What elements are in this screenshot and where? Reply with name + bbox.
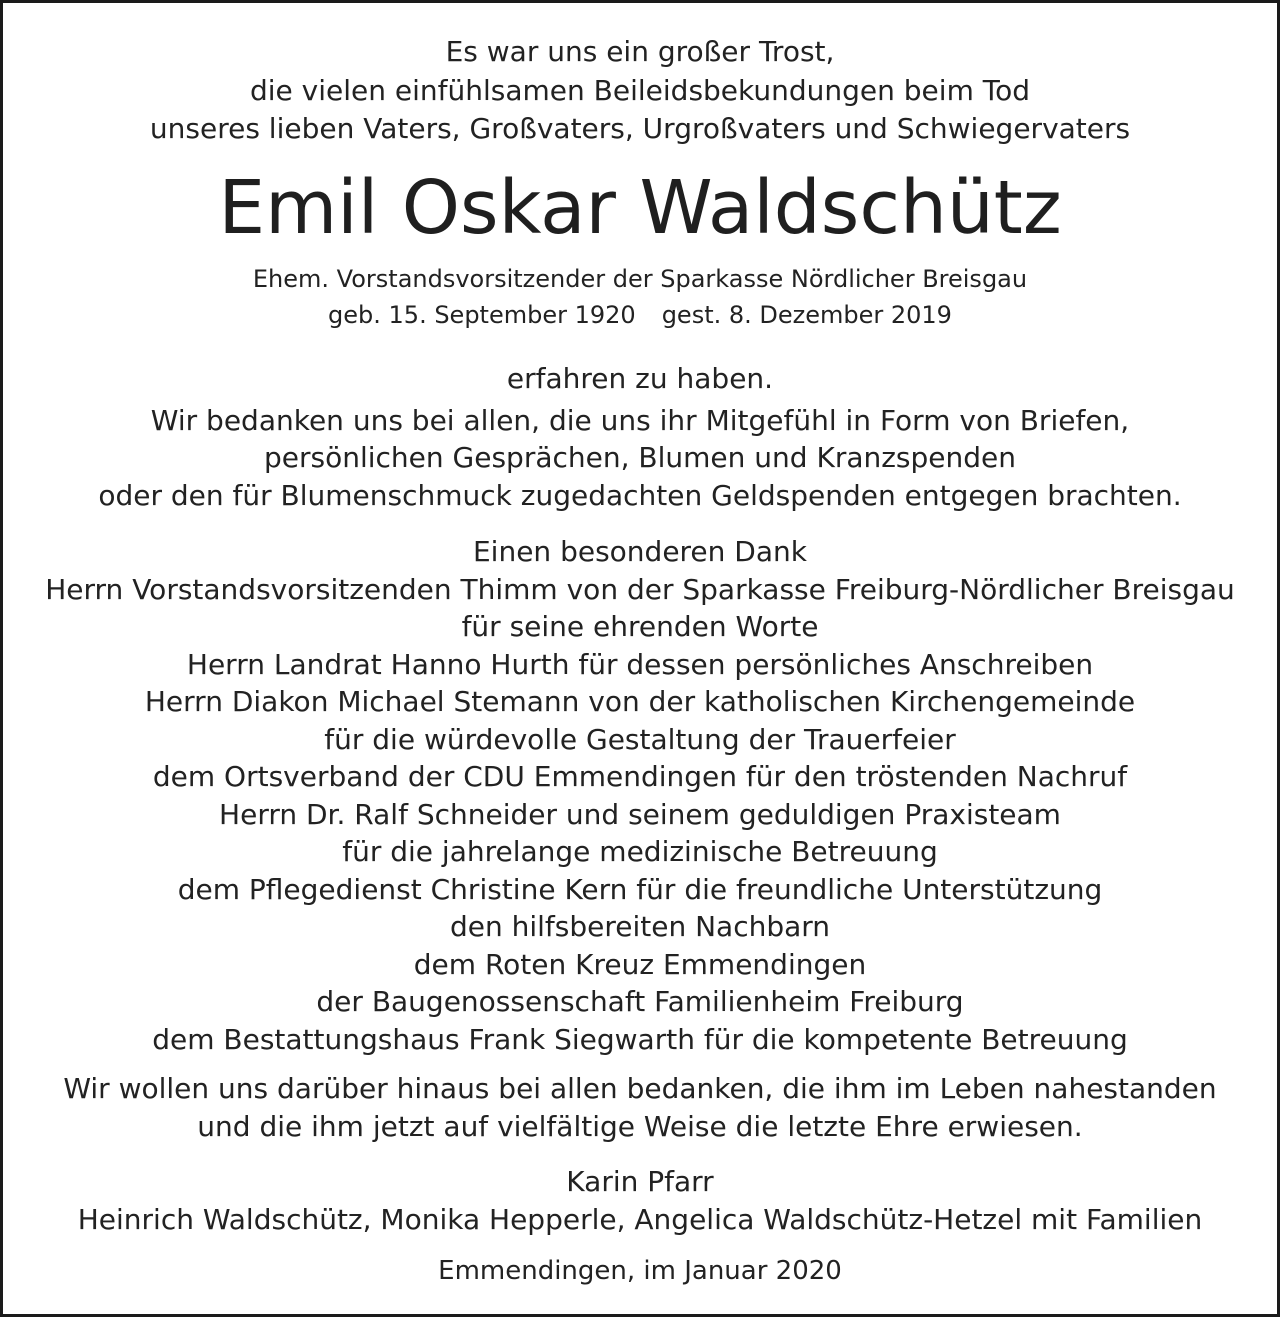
special-thanks-line: dem Bestattungshaus Frank Siegwarth für die kompetente Betreuung — [152, 1022, 1128, 1056]
special-thanks-line: für seine ehrenden Worte — [461, 610, 819, 643]
intro-line: die vielen einfühlsamen Beileidsbekundungen beim Tod — [249, 73, 1030, 107]
special-thanks-line: dem Roten Kreuz Emmendingen — [413, 947, 867, 981]
special-thanks-line: dem Ortsverband der CDU Emmendingen für den tröstenden Nachruf — [152, 760, 1128, 793]
deceased-details — [3, 261, 1277, 333]
life-dates — [3, 297, 1277, 333]
intro-line: unseres lieben Vaters, Großvaters, Urgroßvaters und Schwiegervaters — [149, 112, 1131, 145]
special-thanks-line: für die jahrelange medizinische Betreuung — [342, 835, 938, 868]
closing-line: Wir wollen uns darüber hinaus bei allen bedanken, die ihm im Leben nahestanden — [63, 1072, 1217, 1105]
closing-text — [3, 1070, 1277, 1145]
birth-date: geb. 15. September 1920 — [328, 301, 636, 329]
intro-text — [3, 33, 1277, 149]
former-position: Ehem. Vorstandsvorsitzender der Sparkasse Nördlicher Breisgau — [252, 265, 1028, 293]
place-and-date: Emmendingen, im Januar 2020 — [438, 1256, 842, 1286]
signatory: Heinrich Waldschütz, Monika Hepperle, Angelica Waldschütz-Hetzel mit Familien — [77, 1202, 1203, 1236]
special-thanks-line: dem Pflegedienst Christine Kern für die freundliche Unterstützung — [177, 872, 1103, 906]
thanks-line: oder den für Blumenschmuck zugedachten Geldspenden entgegen brachten. — [98, 478, 1182, 512]
special-thanks — [3, 533, 1277, 1058]
death-date: gest. 8. Dezember 2019 — [661, 301, 952, 329]
intro-line: Es war uns ein großer Trost, — [445, 35, 835, 68]
general-thanks — [3, 360, 1277, 514]
special-thanks-line: Herrn Vorstandsvorsitzenden Thimm von der Sparkasse Freiburg-Nördlicher Breisgau — [45, 572, 1235, 606]
special-thanks-line: den hilfsbereiten Nachbarn — [449, 910, 831, 943]
signatories — [3, 1163, 1277, 1238]
signatory: Karin Pfarr — [566, 1165, 714, 1198]
special-thanks-line: Herrn Dr. Ralf Schneider und seinem geduldigen Praxisteam — [219, 797, 1061, 831]
special-thanks-line: Herrn Landrat Hanno Hurth für dessen persönliches Anschreiben — [186, 647, 1094, 681]
special-thanks-line: Herrn Diakon Michael Stemann von der katholischen Kirchengemeinde — [144, 685, 1136, 718]
thanks-line: erfahren zu haben. — [506, 362, 774, 395]
special-thanks-line: für die würdevolle Gestaltung der Trauerfeier — [324, 722, 956, 756]
deceased-name: Emil Oskar Waldschütz — [218, 165, 1062, 251]
thanks-line: persönlichen Gesprächen, Blumen und Kranzspenden — [263, 441, 1017, 474]
thanks-line: Wir bedanken uns bei allen, die uns ihr Mitgefühl in Form von Briefen, — [150, 403, 1130, 437]
special-thanks-line: der Baugenossenschaft Familienheim Freiburg — [316, 985, 964, 1018]
special-thanks-heading: Einen besonderen Dank — [472, 535, 807, 568]
closing-line: und die ihm jetzt auf vielfältige Weise die letzte Ehre erwiesen. — [197, 1109, 1083, 1143]
